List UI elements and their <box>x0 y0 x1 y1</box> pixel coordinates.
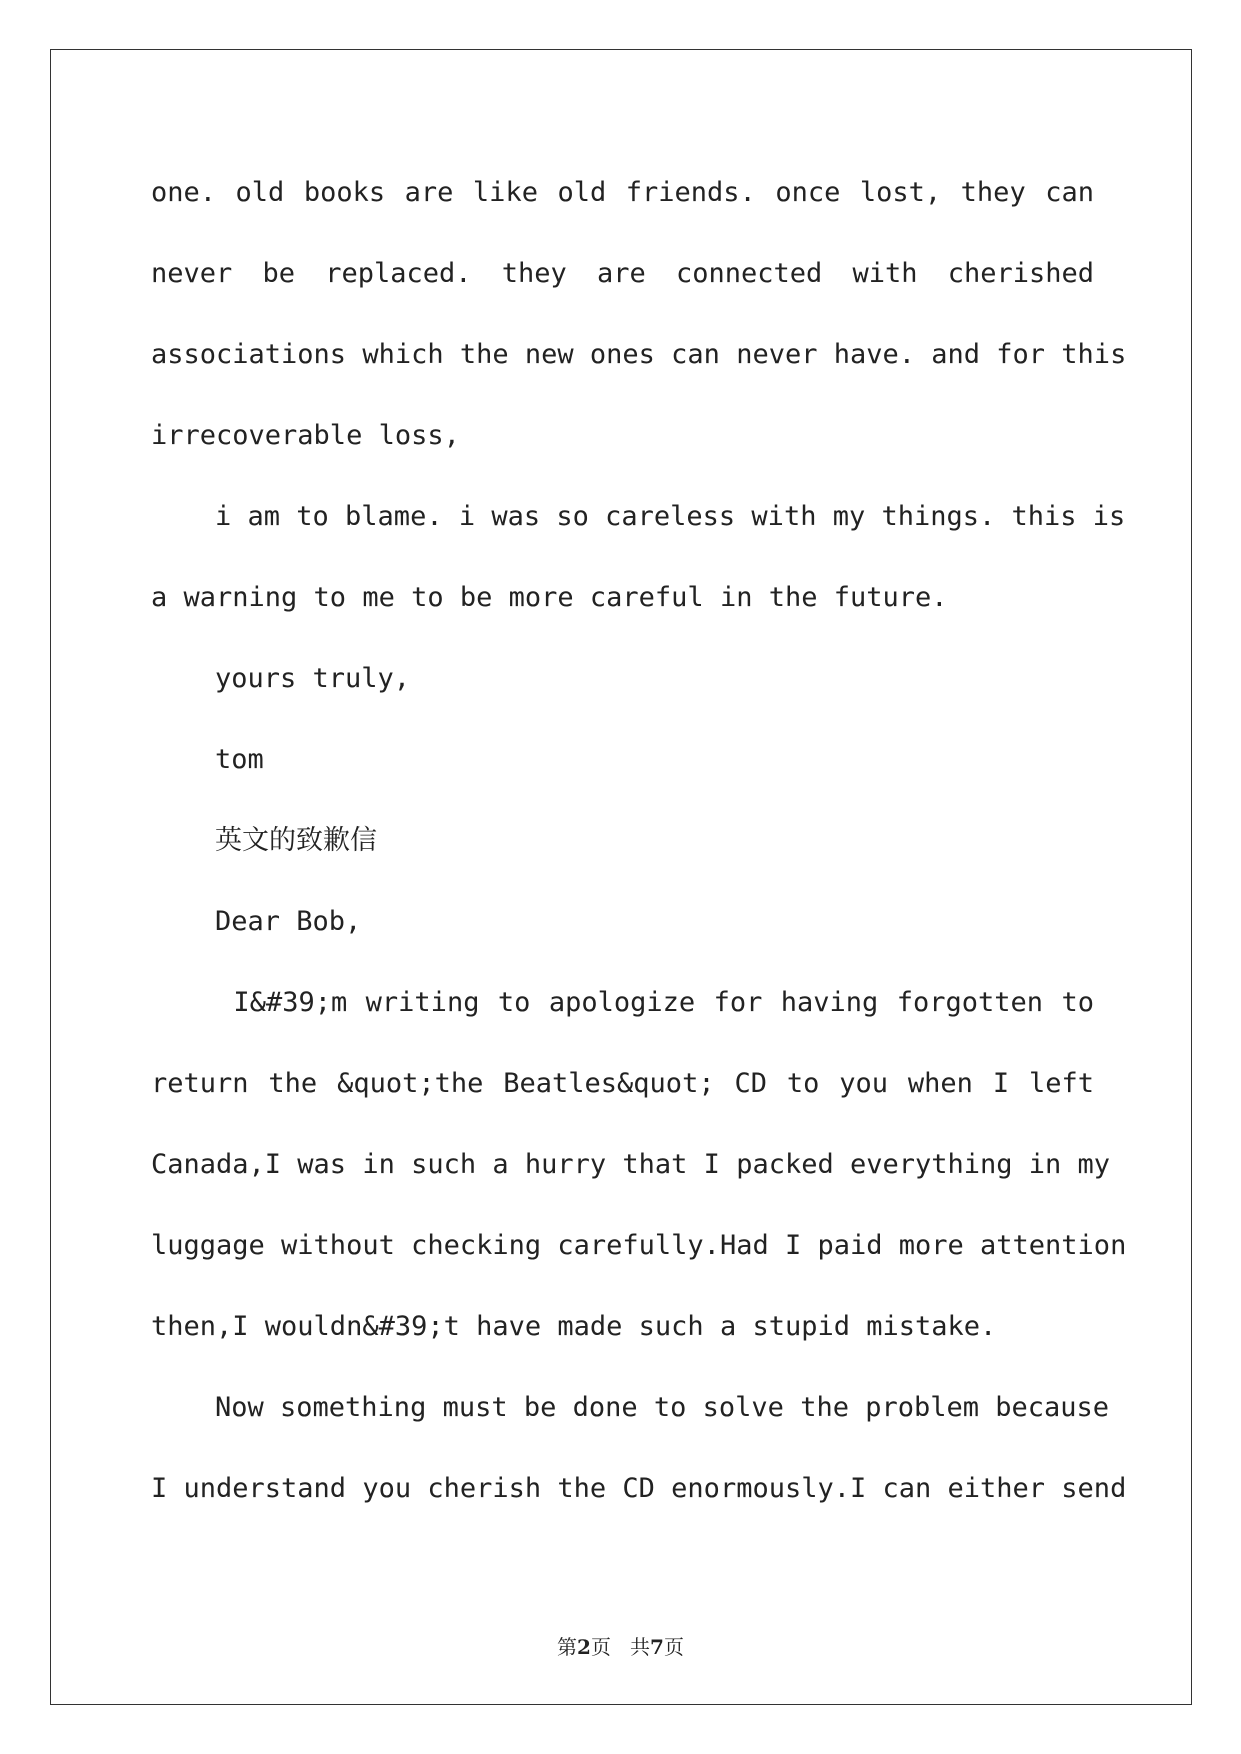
section-heading: 英文的致歉信 <box>215 825 377 856</box>
salutation-line: Dear Bob, <box>215 906 362 937</box>
page-border <box>50 49 1192 1705</box>
body-line-11: I&#39;m writing to apologize for having forgotten to <box>215 987 1094 1018</box>
body-line-14: luggage without checking carefully.Had I paid more attention <box>151 1230 1127 1261</box>
page-prefix: 第 <box>557 1635 578 1659</box>
body-line-4: irrecoverable loss, <box>151 420 460 451</box>
body-line-6: a warning to me to be more careful in the future. <box>151 582 948 613</box>
body-line-3: associations which the new ones can never have. and for this <box>151 339 1127 370</box>
total-pages: 7 <box>650 1635 664 1659</box>
body-line-2: never be replaced. they are connected with cherished <box>151 258 1094 289</box>
closing-line: yours truly, <box>215 663 411 694</box>
body-line-12: return the &quot;the Beatles&quot; CD to you when I left <box>151 1068 1094 1099</box>
body-line-13: Canada,I was in such a hurry that I packed everything in my <box>151 1149 1111 1180</box>
total-prefix: 共 <box>630 1635 651 1659</box>
page-footer <box>0 1631 1241 1660</box>
page-number: 2 <box>577 1635 591 1659</box>
total-suffix: 页 <box>663 1635 684 1659</box>
page-suffix: 页 <box>590 1635 611 1659</box>
body-line-15: then,I wouldn&#39;t have made such a stupid mistake. <box>151 1311 997 1342</box>
body-line-17: I understand you cherish the CD enormously.I can either send <box>151 1473 1127 1504</box>
body-line-1: one. old books are like old friends. once lost, they can <box>151 177 1094 208</box>
signature-line: tom <box>215 744 264 775</box>
body-line-5: i am to blame. i was so careless with my things. this is <box>215 501 1126 532</box>
body-line-16: Now something must be done to solve the problem because <box>215 1392 1110 1423</box>
